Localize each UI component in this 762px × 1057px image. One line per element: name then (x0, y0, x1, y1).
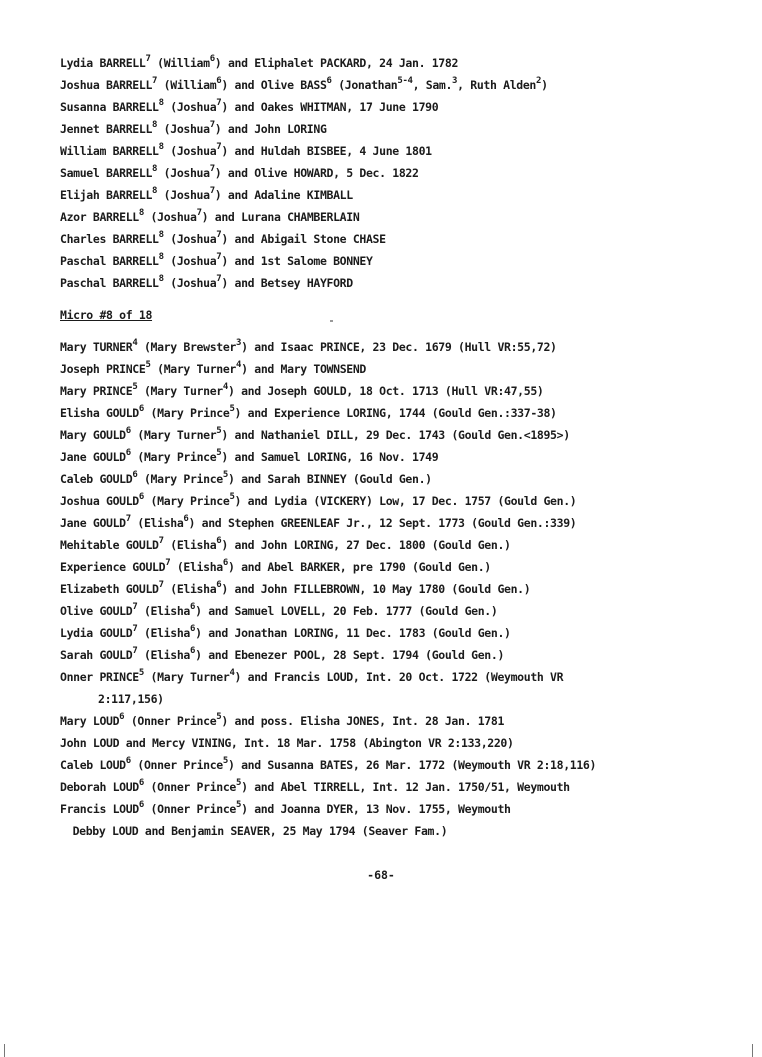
entry-text: Jennet BARRELL (60, 122, 153, 136)
generation-number: 6 (125, 756, 131, 766)
entry-text: (Mary Turner (143, 670, 230, 684)
entry-text: ) and Ebenezer POOL, 28 Sept. 1794 (Gould Gen.) (195, 648, 505, 662)
generation-number: 7 (196, 208, 202, 218)
generation-number: 6 (138, 404, 144, 414)
entry-text: Experience GOULD (60, 560, 166, 574)
generation-number: 2 (536, 76, 542, 86)
generation-number: 5 (222, 470, 228, 480)
entry-text: (Elisha (137, 604, 190, 618)
entry-line (60, 622, 750, 644)
entry-text: ) and Lydia (VICKERY) Low, 17 Dec. 1757 (Gould Gen.) (234, 494, 577, 508)
generation-number: 6 (216, 536, 222, 546)
entry-text: Elisha GOULD (60, 406, 139, 420)
entry-text: (Joshua (163, 276, 217, 290)
entry-text: (Onner Prince (143, 780, 236, 794)
generation-number: 8 (152, 186, 158, 196)
entry-line (60, 556, 750, 578)
entry-line (60, 710, 750, 732)
entry-line (60, 140, 750, 162)
entry-text: Samuel BARRELL (60, 166, 153, 180)
entry-line (60, 776, 750, 798)
generation-number: 7 (125, 514, 131, 524)
generation-number: 7 (132, 624, 138, 634)
page-number: -68- (367, 868, 395, 882)
entry-text: ) and Stephen GREENLEAF Jr., 12 Sept. 1773 (Gould Gen.:339) (188, 516, 577, 530)
entry-text: Sarah GOULD (60, 648, 133, 662)
entry-text: ) and Susanna BATES, 26 Mar. 1772 (Weymouth VR 2:18,116) (227, 758, 597, 772)
generation-number: 6 (138, 778, 144, 788)
generation-number: 7 (216, 98, 222, 108)
right-edge-mark (752, 1044, 753, 1057)
entry-text: ) and Olive BASS (221, 78, 327, 92)
entry-line (60, 336, 750, 358)
entry-text: ) and John FILLEBROWN, 10 May 1780 (Gould Gen.) (221, 582, 531, 596)
entry-text: (Joshua (163, 100, 217, 114)
entry-line (60, 600, 750, 622)
generation-number: 6 (189, 602, 196, 612)
generation-number: 8 (158, 142, 164, 152)
entry-text: ) and Francis LOUD, Int. 20 Oct. 1722 (Weymouth VR (234, 670, 564, 684)
left-edge-mark (4, 1044, 5, 1057)
generation-number: 5 (216, 712, 222, 722)
entry-text: ) and Abigail Stone CHASE (221, 232, 386, 246)
generation-number: 6 (132, 470, 138, 480)
entry-text: Charles BARRELL (60, 232, 159, 246)
entry-text: ) and Nathaniel DILL, 29 Dec. 1743 (Gould Gen.<1895>) (221, 428, 570, 442)
generation-number: 8 (152, 120, 158, 130)
generation-number: 7 (165, 558, 171, 568)
entry-text: Joseph PRINCE (60, 362, 146, 376)
genealogy-list (60, 52, 750, 842)
generation-number: 8 (152, 164, 158, 174)
generation-number: 7 (209, 120, 215, 130)
entry-line (60, 358, 750, 380)
entry-text: ) and Joanna DYER, 13 Nov. 1755, Weymouth (241, 802, 511, 816)
generation-number: 7 (209, 164, 215, 174)
entry-line (60, 118, 750, 140)
entry-line (60, 644, 750, 666)
entry-text: , Ruth Alden (457, 78, 537, 92)
entry-text: ) and Eliphalet PACKARD, 24 Jan. 1782 (214, 56, 459, 70)
entry-text: , Sam. (412, 78, 453, 92)
entry-text: (Mary Turner (137, 384, 223, 398)
entry-line (60, 754, 750, 776)
entry-line (60, 468, 750, 490)
entry-text: William BARRELL (60, 144, 159, 158)
entry-text: ) and Adaline KIMBALL (214, 188, 353, 202)
entry-text: ) and Abel TIRRELL, Int. 12 Jan. 1750/51, Weymouth (241, 780, 570, 794)
entry-text: (Joshua (157, 188, 210, 202)
entry-text: Paschal BARRELL (60, 254, 159, 268)
generation-number: 7 (216, 230, 222, 240)
generation-number: 8 (138, 208, 144, 218)
entry-text: (Onner Prince (130, 758, 223, 772)
entry-text: ) and Betsey HAYFORD (221, 276, 353, 290)
entry-text: (Onner Prince (124, 714, 217, 728)
generation-number: 5 (229, 492, 235, 502)
generation-number: 4 (222, 382, 228, 392)
entry-line (60, 162, 750, 184)
entry-line (60, 250, 750, 272)
entry-text: ) and Sarah BINNEY (Gould Gen.) (227, 472, 432, 486)
generation-number: 5 (138, 668, 144, 678)
entry-text: ) and John LORING (214, 122, 327, 136)
generation-number: 7 (152, 76, 158, 86)
generation-number: 6 (216, 580, 222, 590)
generation-number: 5 (145, 360, 151, 370)
entry-text: Elizabeth GOULD (60, 582, 159, 596)
spacer (60, 326, 750, 336)
entry-text: (Mary Prince (143, 494, 230, 508)
entry-text: ) and Olive HOWARD, 5 Dec. 1822 (214, 166, 419, 180)
entry-text: Mary TURNER (60, 340, 133, 354)
generation-number: 8 (158, 252, 164, 262)
generation-number: 6 (138, 800, 144, 810)
generation-number: 6 (125, 448, 131, 458)
entry-text: ) and John LORING, 27 Dec. 1800 (Gould Gen.) (221, 538, 511, 552)
entry-text: (Mary Prince (143, 406, 230, 420)
entry-line (60, 490, 750, 512)
generation-number: 6 (216, 76, 222, 86)
entry-text: ) and poss. Elisha JONES, Int. 28 Jan. 1781 (221, 714, 505, 728)
entry-line (60, 380, 750, 402)
generation-number: 7 (216, 142, 222, 152)
entry-text: (Joshua (157, 122, 210, 136)
generation-number: 5 (132, 382, 138, 392)
entry-text: (Mary Prince (130, 450, 217, 464)
entry-text: (Mary Turner (150, 362, 237, 376)
generation-number: 7 (216, 252, 222, 262)
entry-text: (Joshua (163, 254, 217, 268)
generation-number: 7 (158, 536, 164, 546)
generation-number: 7 (209, 186, 215, 196)
generation-number: 7 (145, 54, 151, 64)
generation-number: 6 (125, 426, 131, 436)
entry-line (60, 206, 750, 228)
entry-text: Jane GOULD (60, 450, 126, 464)
entry-line (60, 184, 750, 206)
entry-text: (William (157, 78, 217, 92)
entry-text: Lydia BARRELL (60, 56, 146, 70)
entry-text: ) and Samuel LORING, 16 Nov. 1749 (221, 450, 439, 464)
entry-text: (Elisha (137, 648, 190, 662)
generation-number: 3 (452, 76, 458, 86)
entry-line (60, 578, 750, 600)
entry-text: (Elisha (170, 560, 223, 574)
entry-text: (Elisha (137, 626, 190, 640)
generation-number: 5 (222, 756, 228, 766)
entry-line (60, 228, 750, 250)
entry-text: Caleb LOUD (60, 758, 126, 772)
entry-text: Mary GOULD (60, 428, 126, 442)
entry-line (60, 424, 750, 446)
entry-text: (Elisha (163, 582, 217, 596)
generation-number: 4 (236, 360, 242, 370)
generation-number: 6 (209, 54, 215, 64)
entry-text: Francis LOUD (60, 802, 139, 816)
entry-text: ) and Mary TOWNSEND (241, 362, 366, 376)
entry-text: Azor BARRELL (60, 210, 139, 224)
entry-text: ) and Abel BARKER, pre 1790 (Gould Gen.) (227, 560, 491, 574)
entry-line (60, 74, 750, 96)
generation-number: 8 (158, 98, 164, 108)
generation-number: 4 (229, 668, 235, 678)
spacer (60, 294, 750, 304)
generation-number: 4 (132, 338, 138, 348)
generation-number: 7 (216, 274, 222, 284)
entry-text: ) and Experience LORING, 1744 (Gould Gen.:337-38) (234, 406, 557, 420)
entry-text: (Mary Prince (137, 472, 223, 486)
entry-text: (Elisha (130, 516, 184, 530)
generation-number: 6 (138, 492, 144, 502)
entry-line (60, 798, 750, 820)
entry-line (60, 52, 750, 74)
generation-number: 6 (326, 76, 332, 86)
entry-text: (Joshua (143, 210, 197, 224)
entry-line (60, 534, 750, 556)
entry-text: ) and Isaac PRINCE, 23 Dec. 1679 (Hull VR:55,72) (241, 340, 557, 354)
entry-text: Joshua BARRELL (60, 78, 153, 92)
entry-text: ) and Huldah BISBEE, 4 June 1801 (221, 144, 432, 158)
entry-text: Jane GOULD (60, 516, 126, 530)
entry-text: (Elisha (163, 538, 217, 552)
entry-text: (Onner Prince (143, 802, 236, 816)
entry-line (60, 666, 750, 688)
entry-text: (Jonathan (331, 78, 398, 92)
generation-number: 5 (236, 778, 242, 788)
generation-number: 6 (119, 712, 125, 722)
entry-line (60, 446, 750, 468)
entry-text: Deborah LOUD (60, 780, 139, 794)
entry-text: Lydia GOULD (60, 626, 133, 640)
entry-text: ) and Oakes WHITMAN, 17 June 1790 (221, 100, 439, 114)
entry-text: Elijah BARRELL (60, 188, 153, 202)
entry-text: Onner PRINCE (60, 670, 139, 684)
generation-number: 3 (236, 338, 242, 348)
entry-text: ) and Samuel LOVELL, 20 Feb. 1777 (Gould Gen.) (195, 604, 498, 618)
entry-line (60, 272, 750, 294)
entry-text: (Mary Turner (130, 428, 217, 442)
generation-number: 7 (158, 580, 164, 590)
entry-text: Joshua GOULD (60, 494, 139, 508)
entry-line (60, 96, 750, 118)
generation-number: 6 (189, 646, 196, 656)
generation-number: 5 (236, 800, 242, 810)
entry-text: (Joshua (157, 166, 210, 180)
generation-number: 7 (132, 646, 138, 656)
generation-number: 5 (216, 448, 222, 458)
generation-number: 5 (216, 426, 222, 436)
entry-line: John LOUD and Mercy VINING, Int. 18 Mar. 1758 (Abington VR 2:133,220) (60, 736, 514, 750)
entry-text: Susanna BARRELL (60, 100, 159, 114)
entry-text: Mehitable GOULD (60, 538, 159, 552)
generation-number: 6 (183, 514, 189, 524)
generation-number: 7 (132, 602, 138, 612)
entry-text: Olive GOULD (60, 604, 133, 618)
entry-text: (Mary Brewster (137, 340, 236, 354)
entry-text: Mary LOUD (60, 714, 120, 728)
entry-line: 2:117,156) (98, 692, 164, 706)
entry-text: ) (541, 78, 548, 92)
section-heading: Micro #8 of 18 (60, 308, 153, 322)
entry-text: Paschal BARRELL (60, 276, 159, 290)
entry-text: (William (150, 56, 210, 70)
entry-text: ) and Lurana CHAMBERLAIN (201, 210, 360, 224)
entry-text: Mary PRINCE (60, 384, 133, 398)
entry-text: (Joshua (163, 144, 217, 158)
entry-line (60, 402, 750, 424)
entry-text: Caleb GOULD (60, 472, 133, 486)
generation-number: 8 (158, 274, 164, 284)
entry-text: ) and Jonathan LORING, 11 Dec. 1783 (Gould Gen.) (195, 626, 511, 640)
entry-text: (Joshua (163, 232, 217, 246)
generation-number: 6 (222, 558, 228, 568)
generation-number: 5 (229, 404, 235, 414)
generation-number: 5-4 (397, 76, 413, 86)
entry-line (60, 512, 750, 534)
entry-text: ) and Joseph GOULD, 18 Oct. 1713 (Hull VR:47,55) (227, 384, 544, 398)
generation-number: 6 (189, 624, 196, 634)
generation-number: 8 (158, 230, 164, 240)
entry-line: Debby LOUD and Benjamin SEAVER, 25 May 1794 (Seaver Fam.) (66, 824, 448, 838)
entry-text: ) and 1st Salome BONNEY (221, 254, 373, 268)
